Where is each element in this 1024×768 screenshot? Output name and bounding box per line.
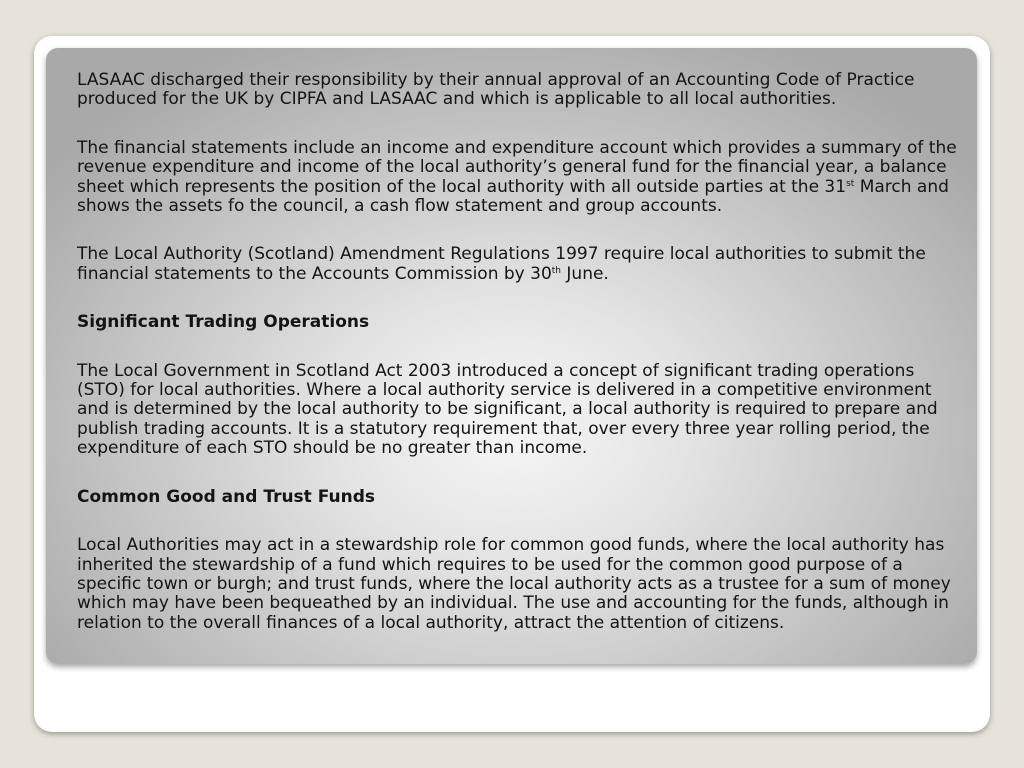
slide-body [77, 71, 957, 633]
heading-significant-trading-operations: Significant Trading Operations [77, 312, 370, 333]
heading-common-good-trust-funds: Common Good and Trust Funds [77, 486, 375, 507]
ordinal-suffix-st: st [846, 178, 855, 189]
paragraph-sto: The Local Government in Scotland Act 2003 introduced a concept of significant trading operations (STO) for local authorities. Where a local authority service is delivered in a competitive environment and is determined by the local authority to be significant, a local authority is required to prepare and publish trading accounts. It is a statutory requirement that, over every three year rolling period, the expenditure of each STO should be no greater than income. [77, 360, 938, 459]
paragraph-regulations-text-2: June. [561, 263, 609, 284]
paragraph-regulations [77, 245, 957, 284]
paragraph-common-good: Local Authorities may act in a stewardship role for common good funds, where the local authority has inherited the stewardship of a fund which requires to be used for the common good purpose of a specific town or burgh; and trust funds, where the local authority acts as a trustee for a sum of money which may have been bequeathed by an individual. The use and accounting for the funds, although in relation to the overall finances of a local authority, attract the attention of citizens. [77, 535, 951, 633]
ordinal-suffix-th: th [551, 265, 561, 276]
paragraph-regulations-text-1: The Local Authority (Scotland) Amendment Regulations 1997 require local authorities to submit the financial statements to the Accounts Commission by 30 [77, 244, 926, 284]
paragraph-financial-statements-text-2: March and shows the assets fo the council, a cash flow statement and group accounts. [77, 176, 949, 217]
paragraph-lasaac: LASAAC discharged their responsibility by their annual approval of an Accounting Code of Practice produced for the UK by CIPFA and LASAAC and which is applicable to all local authorities. [77, 70, 915, 110]
paragraph-financial-statements [77, 139, 957, 217]
paragraph-financial-statements-text-1: The financial statements include an income and expenditure account which provides a summary of the revenue expenditure and income of the local authority’s general fund for the financial year, a balance sheet which represents the position of the local authority with all outside parties at the 31 [77, 137, 957, 197]
